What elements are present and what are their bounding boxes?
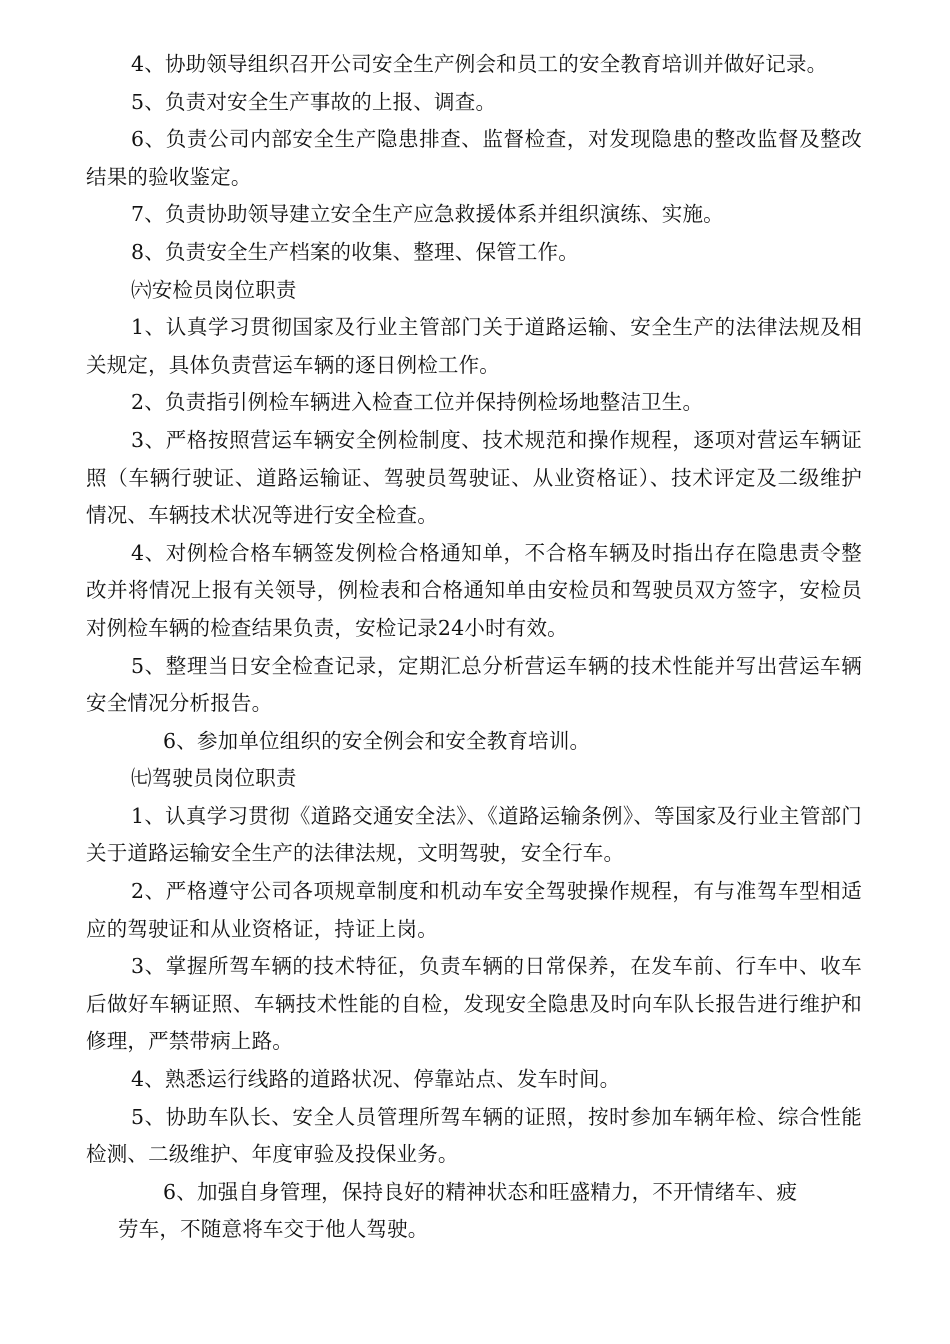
paragraph-driver-duty-4: 4、熟悉运行线路的道路状况、停靠站点、发车时间。	[131, 1067, 621, 1092]
paragraph-driver-duty-6-line-1: 6、加强自身管理，保持良好的精神状态和旺盛精力，不开情绪车、疲	[163, 1179, 798, 1204]
paragraph-safety-duty-5: 5、负责对安全生产事故的上报、调查。	[131, 89, 497, 114]
paragraph-driver-duty-2: 2、严格遵守公司各项规章制度和机动车安全驾驶操作规程，有与准驾车型相适应的驾驶证和从业资格证，持证上岗。	[86, 879, 862, 941]
paragraph-inspector-duty-3: 3、严格按照营运车辆安全例检制度、技术规范和操作规程，逐项对营运车辆证照（车辆行驶证、道路运输证、驾驶员驾驶证、从业资格证）、技术评定及二级维护情况、车辆技术状况等进行安全检查。	[86, 427, 862, 528]
paragraph-safety-duty-7: 7、负责协助领导建立安全生产应急救援体系并组织演练、实施。	[131, 202, 724, 227]
section-heading-inspector: ㈥安检员岗位职责	[131, 277, 297, 302]
paragraph-inspector-duty-1: 1、认真学习贯彻国家及行业主管部门关于道路运输、安全生产的法律法规及相关规定，具体负责营运车辆的逐日例检工作。	[86, 315, 862, 377]
paragraph-safety-duty-4: 4、协助领导组织召开公司安全生产例会和员工的安全教育培训并做好记录。	[131, 52, 828, 76]
paragraph-safety-duty-6: 6、负责公司内部安全生产隐患排查、监督检查，对发现隐患的整改监督及整改结果的验收鉴定。	[86, 127, 862, 189]
paragraph-driver-duty-3: 3、掌握所驾车辆的技术特征，负责车辆的日常保养，在发车前、行车中、收车后做好车辆证照、车辆技术性能的自检，发现安全隐患及时向车队长报告进行维护和修理，严禁带病上路。	[86, 954, 862, 1054]
paragraph-inspector-duty-6: 6、参加单位组织的安全例会和安全教育培训。	[163, 728, 591, 753]
paragraph-driver-duty-5: 5、协助车队长、安全人员管理所驾车辆的证照，按时参加车辆年检、综合性能检测、二级维护、年度审验及投保业务。	[86, 1104, 862, 1167]
paragraph-driver-duty-6-line-2: 劳车，不随意将车交于他人驾驶。	[118, 1217, 429, 1242]
paragraph-safety-duty-8: 8、负责安全生产档案的收集、整理、保管工作。	[131, 239, 579, 264]
document-body	[86, 46, 862, 1249]
paragraph-inspector-duty-4: 4、对例检合格车辆签发例检合格通知单，不合格车辆及时指出存在隐患责令整改并将情况上报有关领导，例检表和合格通知单由安检员和驾驶员双方签字，安检员对例检车辆的检查结果负责，安检记录24小时有效。	[86, 540, 862, 640]
paragraph-inspector-duty-5: 5、整理当日安全检查记录，定期汇总分析营运车辆的技术性能并写出营运车辆安全情况分析报告。	[86, 653, 862, 716]
paragraph-inspector-duty-2: 2、负责指引例检车辆进入检查工位并保持例检场地整洁卫生。	[131, 390, 704, 415]
paragraph-driver-duty-6	[86, 1174, 862, 1249]
section-heading-driver: ㈦驾驶员岗位职责	[131, 766, 297, 791]
paragraph-driver-duty-1: 1、认真学习贯彻《道路交通安全法》、《道路运输条例》、等国家及行业主管部门关于道路运输安全生产的法律法规，文明驾驶，安全行车。	[86, 803, 862, 866]
